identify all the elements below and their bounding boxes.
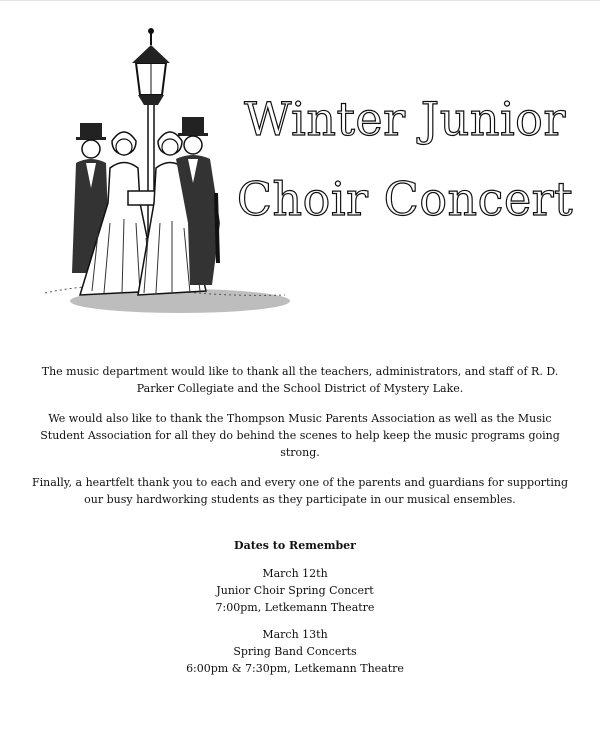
paragraph-thanks-parents: Finally, a heartfelt thank you to each and every one of the parents and guardians for supporting our busy hardworking students as they participate in our musical ensembles. [31, 476, 569, 506]
event-name: Spring Band Concerts [233, 645, 357, 658]
dates-section [150, 537, 440, 687]
title-line-1: Winter Junior [244, 92, 566, 146]
event-item [150, 565, 440, 616]
dates-heading: Dates to Remember [234, 539, 356, 552]
event-details: 7:00pm, Letkemann Theatre [215, 601, 375, 614]
event-name: Junior Choir Spring Concert [216, 584, 374, 597]
event-date: March 12th [262, 567, 328, 580]
title-line-2: Choir Concert [236, 172, 574, 226]
paragraph-thanks-staff: The music department would like to thank all the teachers, administrators, and staff of R. D. Parker Collegiate and the School District of Mystery Lake. [41, 365, 559, 395]
event-item [150, 626, 440, 677]
acknowledgements [30, 363, 570, 521]
event-details: 6:00pm & 7:30pm, Letkemann Theatre [186, 662, 404, 675]
event-date: March 13th [262, 628, 328, 641]
page-title [230, 79, 580, 239]
paragraph-thanks-associations: We would also like to thank the Thompson Music Parents Association as well as the Music Student Association for all they do behind the scenes to help keep the music programs going strong. [40, 412, 560, 459]
